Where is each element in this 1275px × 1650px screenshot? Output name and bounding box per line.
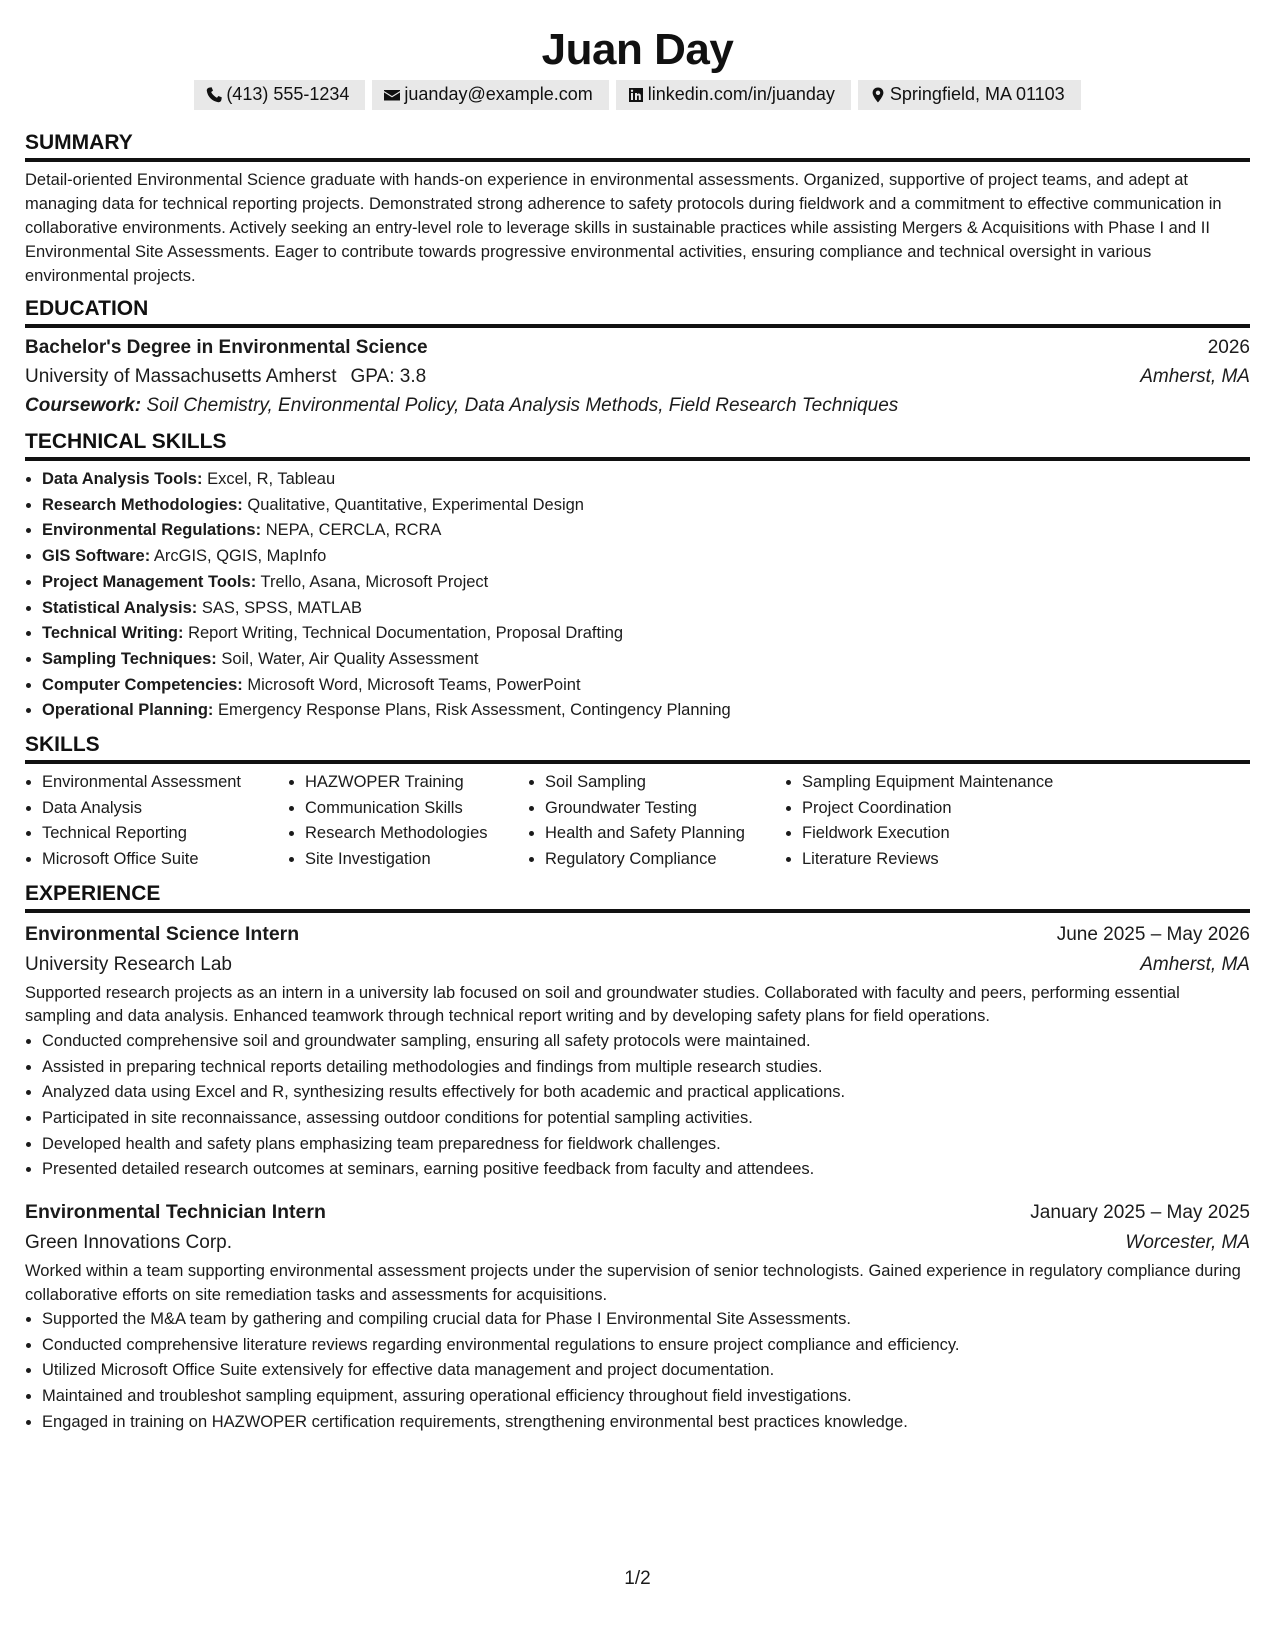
- list-item: • Fieldwork Execution: [802, 821, 1102, 847]
- list-item: • Conducted comprehensive soil and groundwater sampling, ensuring all safety protocols were maintained.: [42, 1029, 1250, 1055]
- job-title: Environmental Science Intern: [25, 922, 300, 945]
- list-item: • Sampling Equipment Maintenance: [802, 770, 1102, 796]
- technical-skills-section: [25, 429, 1250, 724]
- list-item: [42, 621, 1250, 647]
- technical-skills-list: [25, 467, 1250, 724]
- candidate-name: Juan Day: [541, 25, 734, 74]
- skill-label: Operational Planning:: [42, 701, 214, 720]
- list-item: • Microsoft Office Suite: [42, 847, 288, 873]
- linkedin-icon: [628, 87, 644, 103]
- page-number: 1/2: [624, 1568, 651, 1589]
- skill-label: Technical Writing:: [42, 624, 184, 643]
- skills-column-2: [288, 770, 528, 873]
- list-item: • Technical Reporting: [42, 821, 288, 847]
- job-dates: June 2025 – May 2026: [1056, 923, 1250, 945]
- skill-value: Emergency Response Plans, Risk Assessment, Contingency Planning: [218, 701, 731, 720]
- job-description: Supported research projects as an intern in a university lab focused on soil and groundwater studies. Collaborated with faculty and peers, performing essential sampling and data analysis. Enhanced teamwork through technical report writing and by developing safety plans for field operations.: [25, 983, 1180, 1026]
- contact-phone: [194, 80, 365, 110]
- list-item: • Developed health and safety plans emphasizing team preparedness for fieldwork challenges.: [42, 1132, 1250, 1158]
- list-item: • HAZWOPER Training: [305, 770, 528, 796]
- section-title-skills: SKILLS: [25, 732, 1250, 764]
- skill-value: Qualitative, Quantitative, Experimental Design: [247, 495, 584, 514]
- company: University Research Lab: [25, 953, 232, 975]
- gpa: GPA: 3.8: [350, 366, 427, 387]
- skill-value: SAS, SPSS, MATLAB: [201, 598, 363, 617]
- degree: Bachelor's Degree in Environmental Science: [25, 337, 428, 358]
- skill-value: Trello, Asana, Microsoft Project: [260, 572, 489, 591]
- job-bullets: [25, 1029, 1250, 1183]
- contact-location-text: Springfield, MA 01103: [889, 84, 1065, 104]
- list-item: • Project Coordination: [802, 796, 1102, 822]
- list-item: • Supported the M&A team by gathering and compiling crucial data for Phase I Environmental Site Assessments.: [42, 1307, 1250, 1333]
- contact-email: [372, 80, 608, 110]
- skills-column-4: [785, 770, 1102, 873]
- skills-column-3: [528, 770, 785, 873]
- coursework-list: Soil Chemistry, Environmental Policy, Data Analysis Methods, Field Research Techniques: [146, 395, 899, 416]
- list-item: • Presented detailed research outcomes at seminars, earning positive feedback from faculty and attendees.: [42, 1157, 1250, 1183]
- school-location: Amherst, MA: [1140, 366, 1250, 387]
- graduation-year: 2026: [1207, 337, 1250, 358]
- job-location: Worcester, MA: [1125, 1232, 1250, 1254]
- list-item: • Site Investigation: [305, 847, 528, 873]
- skill-label: Sampling Techniques:: [42, 649, 217, 668]
- list-item: • Maintained and troubleshot sampling equipment, assuring operational efficiency throughout field investigations.: [42, 1384, 1250, 1410]
- experience-section: [25, 881, 1250, 1436]
- skill-value: Report Writing, Technical Documentation, Proposal Drafting: [188, 624, 624, 643]
- envelope-icon: [384, 87, 400, 103]
- list-item: • Regulatory Compliance: [545, 847, 785, 873]
- list-item: [42, 518, 1250, 544]
- job-header: [25, 919, 1250, 950]
- list-item: • Assisted in preparing technical reports detailing methodologies and findings from multiple research studies.: [42, 1055, 1250, 1081]
- contact-phone-text: (413) 555-1234: [226, 84, 350, 104]
- summary-section: [25, 130, 1250, 288]
- skills-column-1: [25, 770, 288, 873]
- job-subheader: [25, 950, 1250, 980]
- list-item: • Groundwater Testing: [545, 796, 785, 822]
- summary-text: Detail-oriented Environmental Science graduate with hands-on experience in environmental assessments. Organized, supportive of project teams, and adept at managing data for technical reporting projects. Demonstrated strong adherence to safety protocols during fieldwork and a commitment to effective communication in collaborative environments. Actively seeking an entry-level role to leverage skills in sustainable practices while assisting Mergers & Acquisitions with Phase I and II Environmental Site Assessments. Eager to contribute towards progressive environmental activities, ensuring compliance and technical oversight in various environmental projects.: [25, 171, 1222, 285]
- skill-value: NEPA, CERCLA, RCRA: [265, 521, 442, 540]
- list-item: [42, 647, 1250, 673]
- job-description: Worked within a team supporting environmental assessment projects under the supervision of senior technologists. Gained experience in regulatory compliance during collaborative efforts on site remediation tasks and assessments for acquisitions.: [25, 1262, 1241, 1304]
- skill-label: Data Analysis Tools:: [42, 470, 203, 488]
- education-row-degree: [25, 334, 1250, 362]
- list-item: [42, 467, 1250, 493]
- skill-value: Microsoft Word, Microsoft Teams, PowerPoint: [247, 675, 581, 694]
- list-item: • Environmental Assessment: [42, 770, 288, 796]
- phone-icon: [206, 87, 222, 103]
- skill-label: Research Methodologies:: [42, 495, 243, 514]
- skill-value: Excel, R, Tableau: [207, 470, 336, 488]
- job-dates: January 2025 – May 2025: [1030, 1202, 1250, 1224]
- list-item: • Participated in site reconnaissance, assessing outdoor conditions for potential sampling activities.: [42, 1106, 1250, 1132]
- list-item: • Utilized Microsoft Office Suite extensively for effective data management and project documentation.: [42, 1358, 1250, 1384]
- list-item: • Soil Sampling: [545, 770, 785, 796]
- list-item: [42, 596, 1250, 622]
- section-title-education: EDUCATION: [25, 296, 1250, 328]
- contact-bar: [25, 80, 1250, 110]
- list-item: • Analyzed data using Excel and R, synthesizing results effectively for both academic and practical applications.: [42, 1080, 1250, 1106]
- list-item: • Communication Skills: [305, 796, 528, 822]
- skill-label: GIS Software:: [42, 547, 151, 566]
- section-title-summary: SUMMARY: [25, 130, 1250, 162]
- job-location: Amherst, MA: [1140, 953, 1250, 975]
- section-title-experience: EXPERIENCE: [25, 881, 1250, 913]
- list-item: • Data Analysis: [42, 796, 288, 822]
- job-subheader: [25, 1228, 1250, 1258]
- job-bullets: [25, 1307, 1250, 1436]
- resume-page: [25, 24, 1250, 1450]
- coursework: [25, 391, 1250, 421]
- coursework-label: Coursework:: [25, 395, 142, 416]
- skill-label: Environmental Regulations:: [42, 521, 262, 540]
- list-item: • Health and Safety Planning: [545, 821, 785, 847]
- contact-email-text: juanday@example.com: [404, 84, 593, 104]
- skills-grid: [25, 770, 1250, 873]
- contact-location: [858, 80, 1081, 110]
- list-item: [42, 698, 1250, 724]
- school-name: University of Massachusetts Amherst: [25, 366, 337, 387]
- contact-linkedin-text: linkedin.com/in/juanday: [647, 84, 835, 104]
- skill-label: Project Management Tools:: [42, 572, 257, 591]
- skill-label: Statistical Analysis:: [42, 598, 198, 617]
- list-item: • Research Methodologies: [305, 821, 528, 847]
- map-pin-icon: [870, 87, 886, 103]
- school-line: [25, 362, 426, 391]
- company: Green Innovations Corp.: [25, 1232, 233, 1254]
- education-section: [25, 296, 1250, 421]
- list-item: [42, 493, 1250, 519]
- list-item: • Literature Reviews: [802, 847, 1102, 873]
- list-item: [42, 673, 1250, 699]
- job-entry: [25, 1197, 1250, 1436]
- skill-value: ArcGIS, QGIS, MapInfo: [153, 547, 327, 566]
- section-title-technical-skills: TECHNICAL SKILLS: [25, 429, 1250, 461]
- list-item: [42, 570, 1250, 596]
- skill-label: Computer Competencies:: [42, 675, 243, 694]
- job-title: Environmental Technician Intern: [25, 1201, 326, 1224]
- skills-section: [25, 732, 1250, 873]
- job-entry: [25, 919, 1250, 1183]
- education-row-school: [25, 362, 1250, 391]
- job-header: [25, 1197, 1250, 1228]
- contact-linkedin: [616, 80, 851, 110]
- list-item: • Engaged in training on HAZWOPER certification requirements, strengthening environmental best practices knowledge.: [42, 1410, 1250, 1436]
- skill-value: Soil, Water, Air Quality Assessment: [221, 649, 479, 668]
- list-item: [42, 544, 1250, 570]
- list-item: • Conducted comprehensive literature reviews regarding environmental regulations to ensure project compliance and efficiency.: [42, 1333, 1250, 1359]
